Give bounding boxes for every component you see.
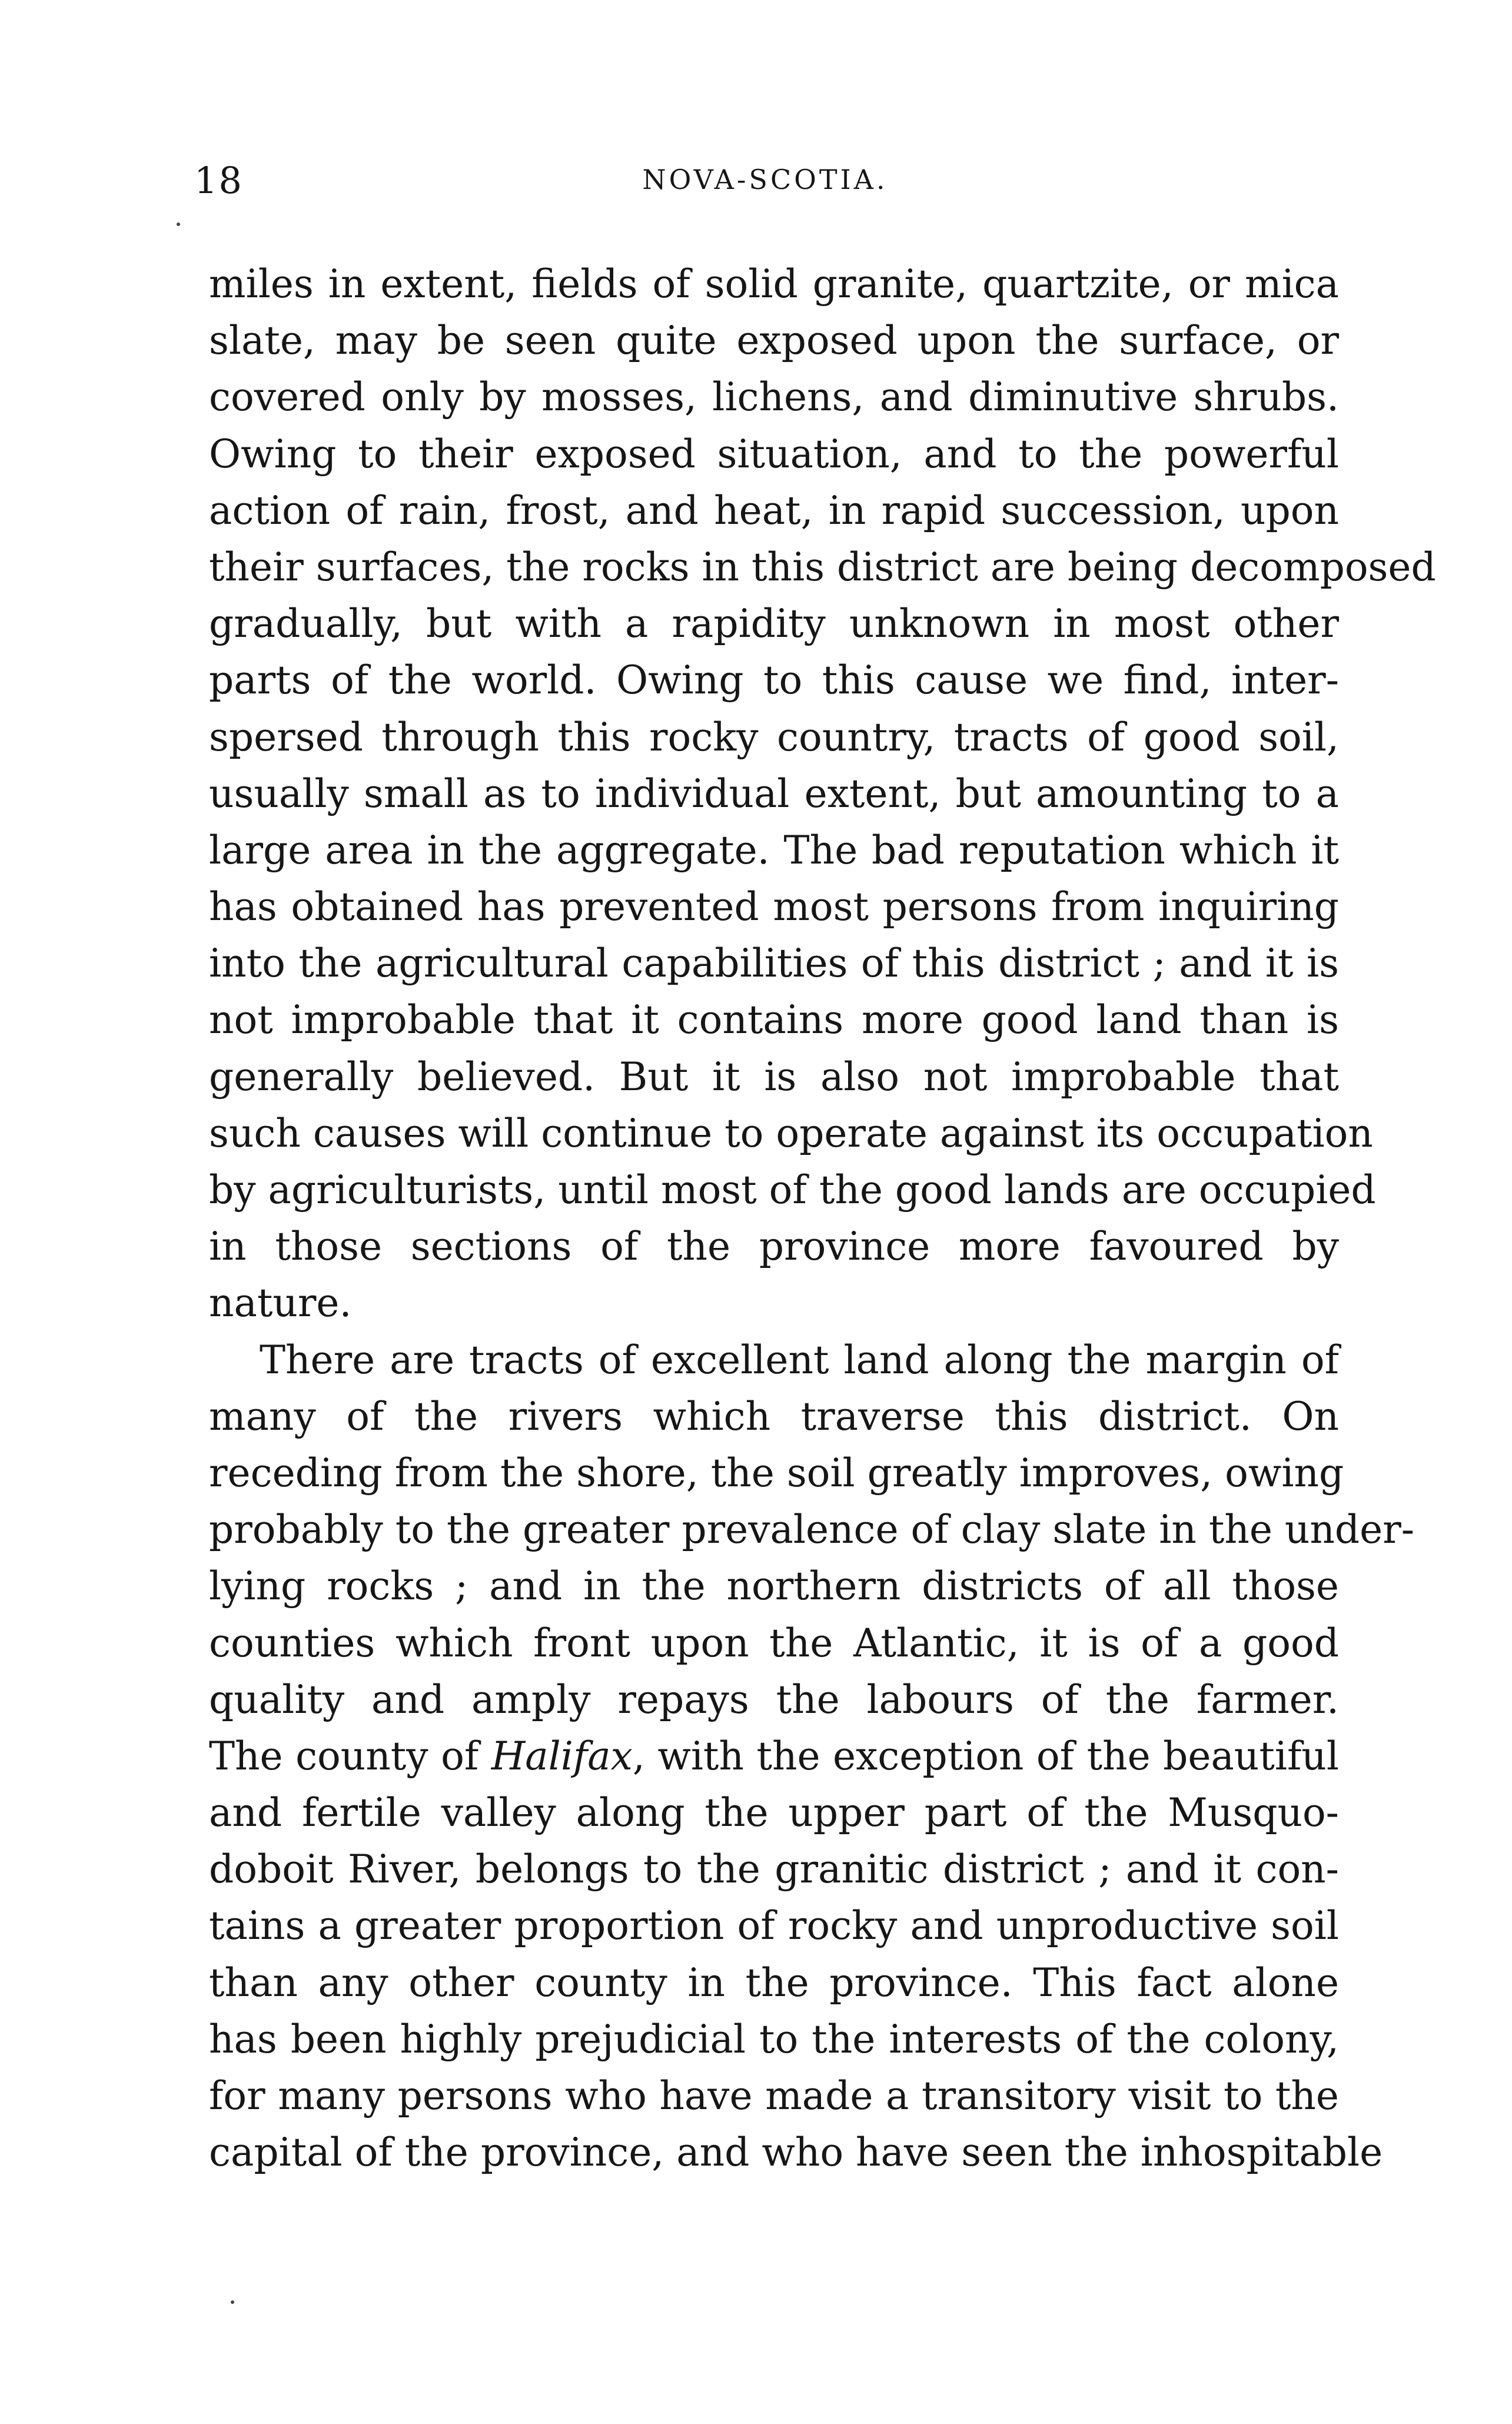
text-line: large area in the aggregate. The bad reputation which it xyxy=(209,827,1339,873)
body-text xyxy=(209,256,1436,2181)
text-line: generally believed. But it is also not improbable that xyxy=(209,1054,1339,1100)
italic-place-name: Halifax xyxy=(491,1733,633,1779)
line-segment: The county of xyxy=(209,1733,491,1779)
paragraph-start-line: There are tracts of excellent land along the margin of xyxy=(260,1337,1339,1383)
text-line: and fertile valley along the upper part of the Musquo- xyxy=(209,1790,1339,1836)
text-line: usually small as to individual extent, but amounting to a xyxy=(209,771,1339,816)
text-line: action of rain, frost, and heat, in rapid succession, upon xyxy=(209,487,1339,533)
ink-speck xyxy=(177,223,180,226)
text-line: Owing to their exposed situation, and to the powerful xyxy=(209,431,1339,477)
text-line: not improbable that it contains more good land than is xyxy=(209,997,1339,1043)
text-line: quality and amply repays the labours of the farmer. xyxy=(209,1676,1339,1722)
text-line: has obtained has prevented most persons from inquiring xyxy=(209,884,1339,930)
line-segment: , with the exception of the beautiful xyxy=(632,1733,1339,1779)
text-line: capital of the province, and who have seen the inhospitable xyxy=(209,2130,1383,2176)
text-line: has been highly prejudicial to the interests of the colony, xyxy=(209,2016,1339,2062)
text-line: gradually, but with a rapidity unknown in most other xyxy=(209,601,1339,647)
text-line: in those sections of the province more favoured by xyxy=(209,1224,1339,1270)
text-line: lying rocks ; and in the northern districts of all those xyxy=(209,1563,1339,1609)
text-line: than any other county in the province. This fact alone xyxy=(209,1960,1339,2005)
text-line: such causes will continue to operate against its occupation xyxy=(209,1110,1373,1156)
text-line: by agriculturists, until most of the good lands are occupied xyxy=(209,1167,1376,1213)
text-line: counties which front upon the Atlantic, it is of a good xyxy=(209,1620,1339,1666)
text-line: miles in extent, fields of solid granite, quartzite, or mica xyxy=(209,261,1339,307)
text-line: tains a greater proportion of rocky and unproductive soil xyxy=(209,1903,1339,1949)
text-line: doboit River, belongs to the granitic district ; and it con- xyxy=(209,1847,1339,1892)
page-number: 18 xyxy=(194,159,243,202)
text-line: for many persons who have made a transitory visit to the xyxy=(209,2073,1339,2118)
text-line: spersed through this rocky country, tracts of good soil, xyxy=(209,714,1339,760)
text-line: into the agricultural capabilities of this district ; and it is xyxy=(209,941,1339,987)
page-header xyxy=(194,159,1336,212)
text-line: their surfaces, the rocks in this district are being decomposed xyxy=(209,544,1436,590)
text-line: parts of the world. Owing to this cause we find, inter- xyxy=(209,658,1339,703)
text-line-halifax xyxy=(209,1728,1339,1785)
text-line: many of the rivers which traverse this district. On xyxy=(209,1393,1339,1439)
paragraph-end-line: nature. xyxy=(209,1280,352,1326)
text-line: receding from the shore, the soil greatly improves, owing xyxy=(209,1450,1344,1496)
ink-speck xyxy=(231,2300,234,2304)
text-line: probably to the greater prevalence of clay slate in the under- xyxy=(209,1507,1415,1553)
text-line: slate, may be seen quite exposed upon the surface, or xyxy=(209,318,1339,364)
text-line: covered only by mosses, lichens, and diminutive shrubs. xyxy=(209,374,1339,420)
running-title: NOVA-SCOTIA. xyxy=(642,164,888,195)
